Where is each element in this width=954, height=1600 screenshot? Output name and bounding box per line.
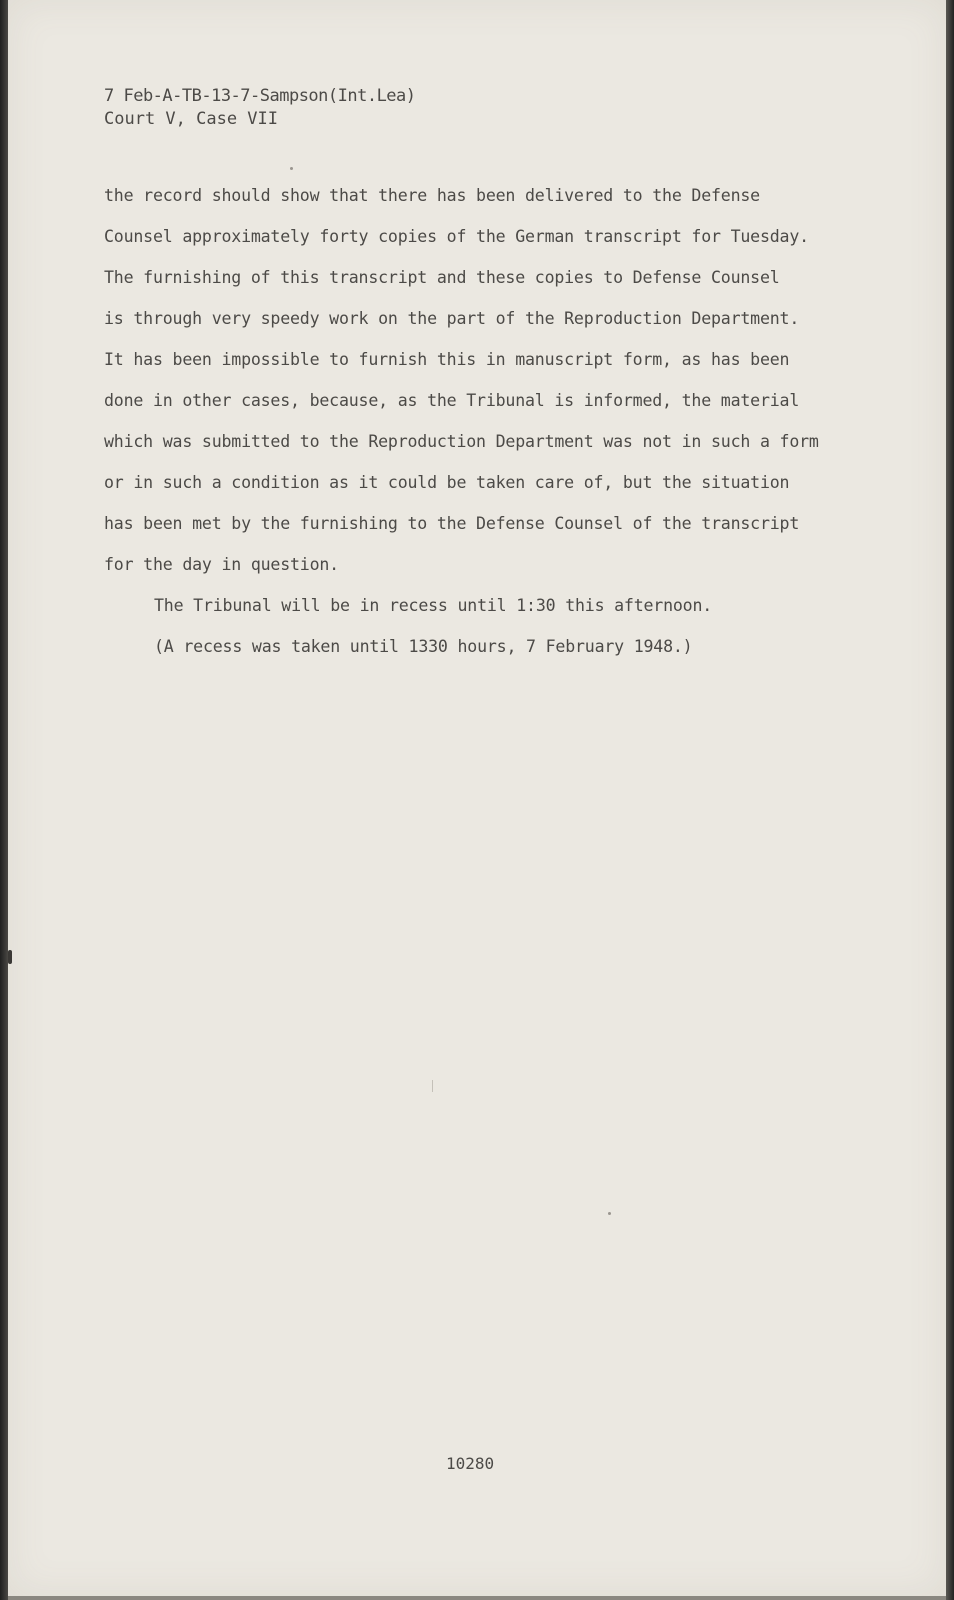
body-line-6: done in other cases, because, as the Tribunal is informed, the material (104, 391, 800, 410)
document-reference-header: 7 Feb-A-TB-13-7-Sampson(Int.Lea) (104, 86, 416, 106)
paper-fiber (432, 1080, 433, 1092)
body-line-4: is through very speedy work on the part of the Reproduction Department. (104, 309, 800, 328)
court-case-header: Court V, Case VII (104, 109, 278, 129)
body-line-10: for the day in question. (104, 555, 339, 574)
body-line-3: The furnishing of this transcript and these copies to Defense Counsel (104, 268, 780, 287)
body-line-7: which was submitted to the Reproduction Department was not in such a form (104, 432, 819, 451)
paper-speck (608, 1212, 611, 1215)
body-line-2: Counsel approximately forty copies of the German transcript for Tuesday. (104, 227, 809, 246)
body-line-9: has been met by the furnishing to the Defense Counsel of the transcript (104, 514, 800, 533)
recess-announcement: The Tribunal will be in recess until 1:30 this afternoon. (154, 596, 713, 615)
body-line-5: It has been impossible to furnish this in manuscript form, as has been (104, 350, 790, 369)
page-number: 10280 (446, 1454, 495, 1473)
document-page (8, 0, 946, 1600)
body-line-1: the record should show that there has been delivered to the Defense (104, 186, 760, 205)
scan-right-edge (946, 0, 954, 1600)
body-line-8: or in such a condition as it could be taken care of, but the situation (104, 473, 790, 492)
scan-left-edge (0, 0, 8, 1600)
recess-note: (A recess was taken until 1330 hours, 7 February 1948.) (154, 637, 693, 656)
paper-mark (8, 950, 12, 964)
paper-speck (290, 167, 293, 170)
